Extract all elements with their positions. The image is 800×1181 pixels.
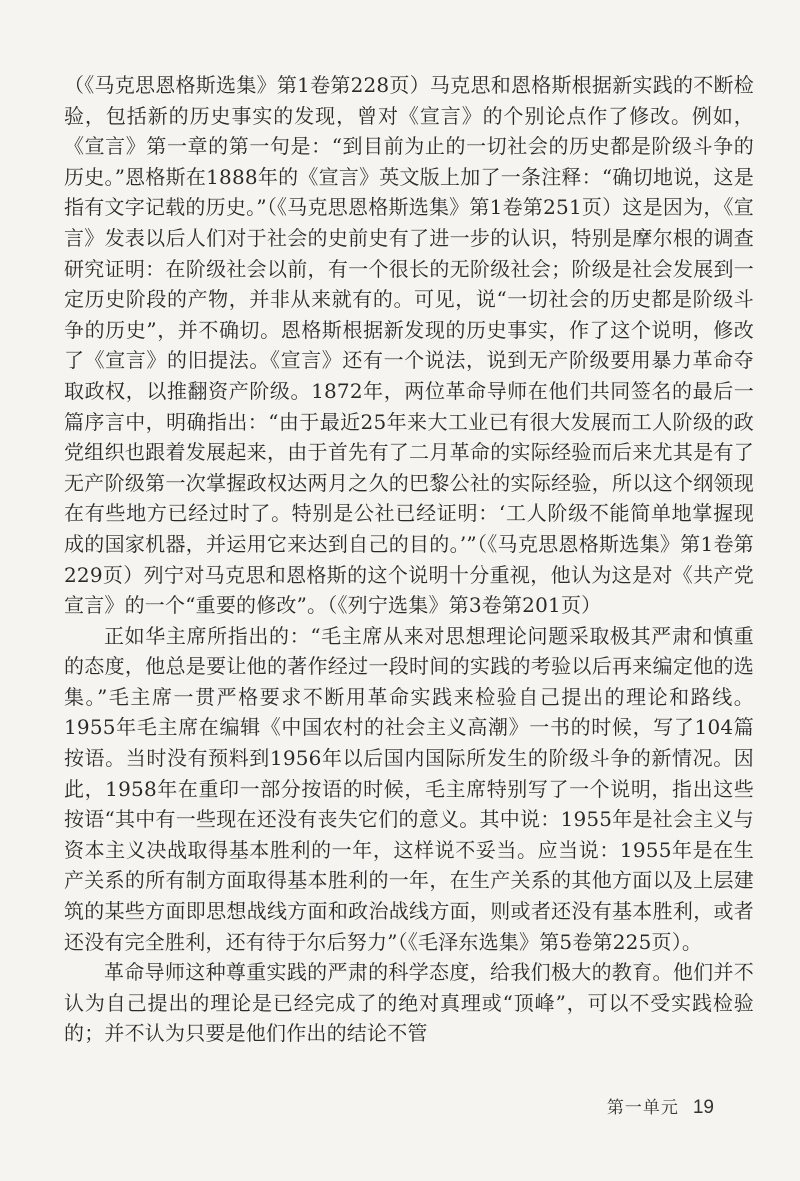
paragraph-revolutionary-teachers: 革命导师这种尊重实践的严肃的科学态度，给我们极大的教育。他们并不认为自己提出的理论是已经完成了的绝对真理或“顶峰”，可以不受实践检验的；并不认为只要是他们作出的结论不管 bbox=[64, 960, 754, 1046]
unit-label: 第一单元 bbox=[606, 1098, 679, 1118]
page-number: 19 bbox=[692, 1097, 714, 1118]
paragraph-revisions-of-manifesto: （《马克思恩格斯选集》第1卷第228页）马克思和恩格斯根据新实践的不断检验，包括新的历史事实的发现，曾对《宣言》的个别论点作了修改。例如，《宣言》第一章的第一句是：“到目前为止的一切社会的历史都是阶级斗争的历史。”恩格斯在1888年的《宣言》英文版上加了一条注释：“确切地说，这是指有文字记载的历史。”（《马克思恩格斯选集》第1卷第251页）这是因为，《宣言》发表以后人们对于社会的史前史有了进一步的认识，特别是摩尔根的调查研究证明：在阶级社会以前，有一个很长的无阶级社会；阶级是社会发展到一定历史阶段的产物，并非从来就有的。可见，说“一切社会的历史都是阶级斗争的历史”，并不确切。恩格斯根据新发现的历史事实，作了这个说明，修改了《宣言》的旧提法。《宣言》还有一个说法，说到无产阶级要用暴力革命夺取政权，以推翻资产阶级。1872年，两位革命导师在他们共同签名的最后一篇序言中，明确指出：“由于最近25年来大工业已有很大发展而工人阶级的政党组织也跟着发展起来，由于首先有了二月革命的实际经验而后来尤其是有了无产阶级第一次掌握政权达两月之久的巴黎公社的实际经验，所以这个纲领现在有些地方已经过时了。特别是公社已经证明：‘工人阶级不能简单地掌握现成的国家机器，并运用它来达到自己的目的。’”（《马克思恩格斯选集》第1卷第229页）列宁对马克思和恩格斯的这个说明十分重视，他认为这是对《共产党宣言》的一个“重要的修改”。（《列宁选集》第3卷第201页） bbox=[64, 73, 754, 618]
body-text bbox=[64, 70, 754, 1049]
page-footer bbox=[607, 1093, 714, 1119]
paragraph-chairman-hua-quote: 正如华主席所指出的：“毛主席从来对思想理论问题采取极其严肃和慎重的态度，他总是要让他的著作经过一段时间的实践的考验以后再来编定他的选集。”毛主席一贯严格要求不断用革命实践来检验自己提出的理论和路线。1955年毛主席在编辑《中国农村的社会主义高潮》一书的时候，写了104篇按语。当时没有预料到1956年以后国内国际所发生的阶级斗争的新情况。因此，1958年在重印一部分按语的时候，毛主席特别写了一个说明，指出这些按语“其中有一些现在还没有丧失它们的意义。其中说：1955年是社会主义与资本主义决战取得基本胜利的一年，这样说不妥当。应当说：1955年是在生产关系的所有制方面取得基本胜利的一年，在生产关系的其他方面以及上层建筑的某些方面即思想战线方面和政治战线方面，则或者还没有基本胜利，或者还没有完全胜利，还有待于尔后努力”（《毛泽东选集》第5卷第225页）。 bbox=[64, 623, 754, 954]
